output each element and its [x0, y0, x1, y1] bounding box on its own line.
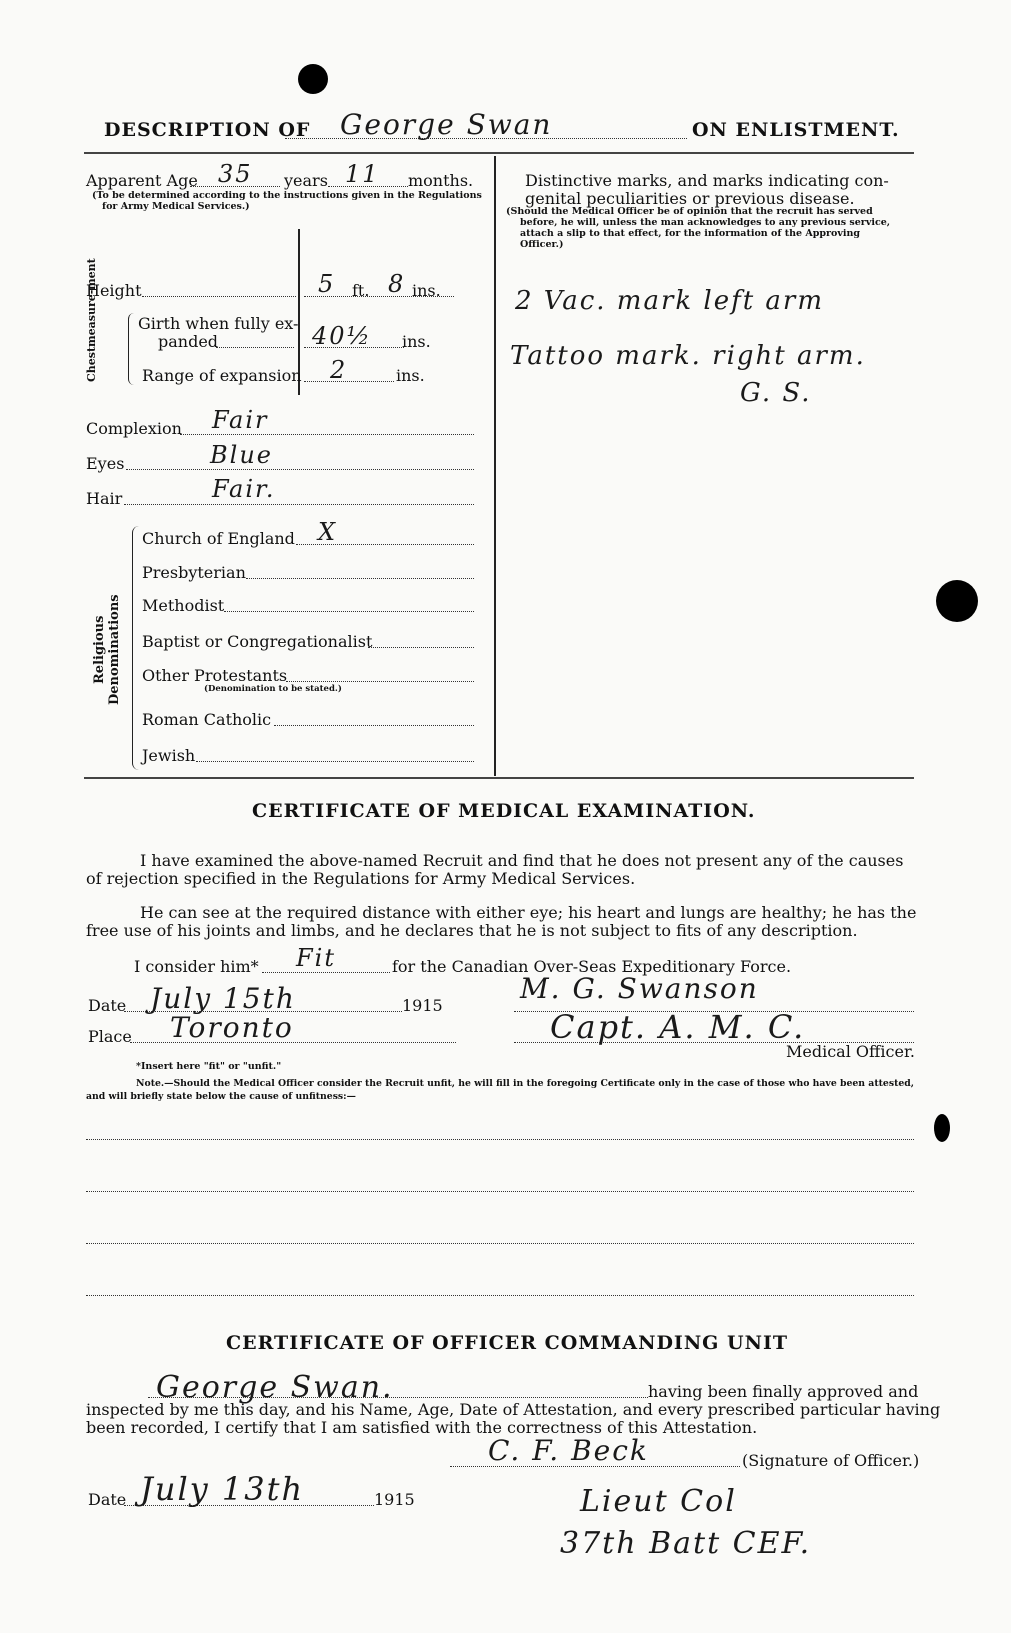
distinctive-mark: 2 Vac. mark left arm — [515, 286, 825, 316]
religion-baptist: Baptist or Congregationalist — [142, 632, 373, 651]
medical-certificate-title: CERTIFICATE OF MEDICAL EXAMINATION. — [252, 800, 756, 822]
commanding-officer-rank: Lieut Col — [580, 1484, 737, 1519]
fitness-value: Fit — [296, 944, 336, 972]
months-label: months. — [408, 171, 474, 190]
complexion-value: Fair — [212, 406, 269, 434]
denomination-note: (Denomination to be stated.) — [204, 684, 342, 694]
commanding-certificate-title: CERTIFICATE OF OFFICER COMMANDING UNIT — [226, 1332, 788, 1354]
height-ft-value: 5 — [318, 270, 336, 298]
religion-label: Religious Denominations — [92, 594, 122, 706]
chest-label: Chest measure- ment — [85, 257, 98, 382]
height-in-value: 8 — [388, 270, 406, 298]
commanding-date-value: July 13th — [140, 1470, 305, 1508]
girth-value: 40½ — [312, 322, 372, 350]
ins-label: ins. — [402, 332, 431, 351]
age-label: Apparent Age — [86, 171, 198, 190]
age-note-2: for Army Medical Services.) — [102, 201, 250, 212]
date-label: Date — [88, 1490, 127, 1509]
unfit-note-2: and will briefly state below the cause of unfitness:— — [86, 1091, 356, 1102]
commanding-officer-unit: 37th Batt CEF. — [560, 1526, 812, 1561]
eyes-label: Eyes — [86, 454, 125, 473]
ins-label: ins. — [396, 366, 425, 385]
insert-note: *Insert here "fit" or "unfit." — [136, 1061, 282, 1072]
religion-church-of-england: Church of England — [142, 529, 295, 548]
hair-label: Hair — [86, 489, 123, 508]
place-label: Place — [88, 1027, 132, 1046]
girth-label: Girth when fully ex- — [138, 314, 299, 333]
medical-officer-label: Medical Officer. — [786, 1042, 915, 1061]
medical-para-2: He can see at the required distance with either eye; his heart and lungs are healthy; he has the — [140, 903, 917, 922]
signature-label: (Signature of Officer.) — [742, 1451, 920, 1470]
exam-date-value: July 15th — [150, 982, 296, 1015]
age-note: (To be determined according to the instructions given in the Regulations — [92, 190, 482, 201]
punch-hole-top — [298, 64, 328, 94]
medical-para-1-2: of rejection specified in the Regulations for Army Medical Services. — [86, 869, 636, 888]
punch-hole-right — [936, 580, 978, 622]
religion-brace — [132, 526, 139, 770]
exam-year: 1915 — [402, 996, 443, 1015]
girth-label-2: panded — [158, 332, 219, 351]
complexion-label: Complexion — [86, 419, 182, 438]
religion-methodist: Methodist — [142, 596, 225, 615]
punch-hole-right-small — [934, 1114, 950, 1142]
recruit-name: George Swan — [340, 108, 553, 141]
range-label: Range of expansion — [142, 366, 302, 385]
months-value: 11 — [345, 160, 380, 188]
medical-officer-signature: M. G. Swanson — [520, 972, 759, 1005]
distinctive-marks-heading-2: genital peculiarities or previous disease. — [525, 189, 855, 208]
header-suffix: ON ENLISTMENT. — [692, 119, 900, 141]
date-label: Date — [88, 996, 127, 1015]
ft-label: ft. — [352, 281, 370, 300]
religion-jewish: Jewish — [142, 746, 196, 765]
header-prefix: DESCRIPTION OF — [104, 119, 311, 141]
medical-para-1: I have examined the above-named Recruit and find that he does not present any of the causes — [140, 851, 904, 870]
unfit-note: Note.—Should the Medical Officer consider the Recruit unfit, he will fill in the foregoing Certificate only in the case of those who have been attested, — [136, 1078, 915, 1089]
commanding-officer-signature: C. F. Beck — [488, 1434, 649, 1467]
chest-brace — [128, 313, 135, 385]
unfitness-line — [86, 1295, 914, 1296]
distinctive-mark: Tattoo mark. right arm. — [510, 341, 866, 371]
commanding-recruit-name: George Swan. — [156, 1370, 394, 1405]
range-value: 2 — [330, 356, 348, 384]
commanding-text-2: inspected by me this day, and his Name, Age, Date of Attestation, and every prescribed particular having — [86, 1400, 941, 1419]
ins-label: ins. — [412, 281, 441, 300]
commanding-year: 1915 — [374, 1490, 415, 1509]
unfitness-line — [86, 1191, 914, 1192]
force-label: for the Canadian Over-Seas Expeditionary Force. — [392, 957, 792, 976]
religion-presbyterian: Presbyterian — [142, 563, 246, 582]
place-value: Toronto — [170, 1011, 294, 1044]
age-value: 35 — [218, 160, 253, 188]
religion-other-protestants: Other Protestants — [142, 666, 288, 685]
eyes-value: Blue — [210, 441, 273, 469]
hair-value: Fair. — [212, 475, 276, 503]
served-before-note: (Should the Medical Officer be of opinion that the recruit has served before, he will, unless the man acknowledges to any previous service, attach a slip to that effect, for the information of the Approving Officer.) — [506, 206, 891, 250]
commanding-text-1: having been finally approved and — [648, 1382, 919, 1401]
religion-roman-catholic: Roman Catholic — [142, 710, 272, 729]
consider-label: I consider him* — [134, 957, 259, 976]
height-label: Height — [86, 281, 142, 300]
unfitness-line — [86, 1243, 914, 1244]
unfitness-line — [86, 1139, 914, 1140]
religion-mark: X — [318, 518, 338, 546]
medical-para-2-2: free use of his joints and limbs, and he declares that he is not subject to fits of any description. — [86, 921, 858, 940]
distinctive-marks-heading: Distinctive marks, and marks indicating con- — [525, 171, 889, 190]
column-divider — [494, 156, 496, 776]
medical-officer-rank: Capt. A. M. C. — [550, 1008, 806, 1046]
commanding-text-3: been recorded, I certify that I am satisfied with the correctness of this Attestation. — [86, 1418, 758, 1437]
distinctive-mark: G. S. — [740, 378, 812, 408]
years-label: years — [284, 171, 328, 190]
